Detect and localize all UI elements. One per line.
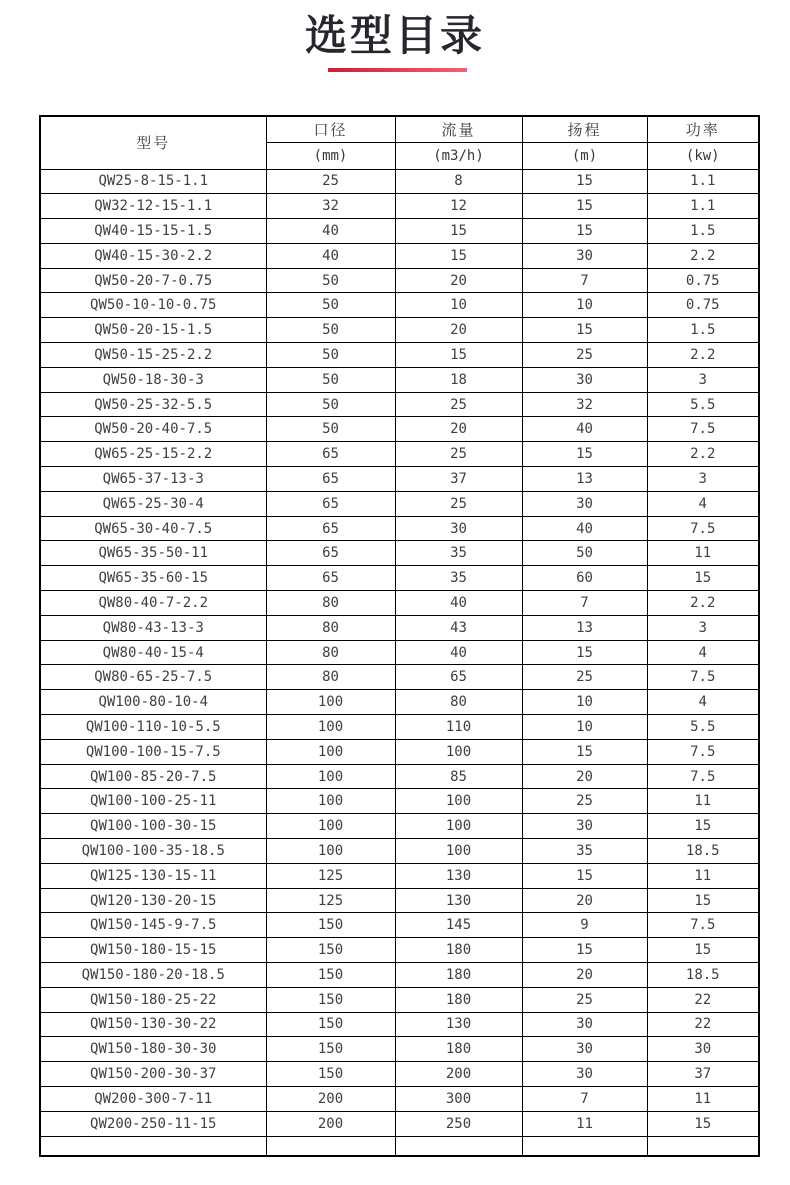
cell-diameter: 50 [266, 367, 395, 392]
cell-power: 7.5 [647, 516, 759, 541]
cell-head: 15 [522, 863, 647, 888]
cell-model: QW150-180-20-18.5 [40, 963, 266, 988]
cell-diameter: 100 [266, 764, 395, 789]
table-body [40, 169, 759, 1156]
cell-power [647, 1136, 759, 1156]
cell-flow: 80 [395, 690, 522, 715]
cell-flow: 20 [395, 268, 522, 293]
cell-power: 1.5 [647, 318, 759, 343]
cell-diameter: 65 [266, 442, 395, 467]
cell-model: QW32-12-15-1.1 [40, 194, 266, 219]
cell-model: QW65-25-30-4 [40, 491, 266, 516]
cell-model: QW40-15-15-1.5 [40, 219, 266, 244]
cell-diameter: 100 [266, 690, 395, 715]
table-row [40, 566, 759, 591]
cell-power: 15 [647, 814, 759, 839]
cell-head: 13 [522, 615, 647, 640]
cell-power: 5.5 [647, 715, 759, 740]
cell-head: 9 [522, 913, 647, 938]
cell-model: QW100-80-10-4 [40, 690, 266, 715]
cell-flow: 37 [395, 467, 522, 492]
cell-diameter: 125 [266, 863, 395, 888]
cell-diameter [266, 1136, 395, 1156]
cell-head: 25 [522, 987, 647, 1012]
cell-power: 7.5 [647, 417, 759, 442]
cell-power: 11 [647, 789, 759, 814]
cell-diameter: 125 [266, 888, 395, 913]
cell-flow: 145 [395, 913, 522, 938]
cell-diameter: 150 [266, 987, 395, 1012]
cell-model: QW50-25-32-5.5 [40, 392, 266, 417]
cell-flow: 12 [395, 194, 522, 219]
cell-head: 10 [522, 293, 647, 318]
cell-flow [395, 1136, 522, 1156]
cell-power: 22 [647, 1012, 759, 1037]
col-header-head: 扬程 [522, 116, 647, 143]
cell-flow: 200 [395, 1062, 522, 1087]
table-row [40, 417, 759, 442]
cell-power: 0.75 [647, 268, 759, 293]
selection-table-wrap [39, 115, 758, 1157]
table-row [40, 1111, 759, 1136]
cell-power: 11 [647, 541, 759, 566]
cell-power: 7.5 [647, 913, 759, 938]
cell-model: QW50-18-30-3 [40, 367, 266, 392]
cell-head: 15 [522, 219, 647, 244]
table-head [40, 116, 759, 169]
col-header-diameter: 口径 [266, 116, 395, 143]
cell-power: 0.75 [647, 293, 759, 318]
table-row [40, 715, 759, 740]
cell-head: 30 [522, 1012, 647, 1037]
cell-flow: 20 [395, 417, 522, 442]
cell-flow: 180 [395, 1037, 522, 1062]
cell-power: 2.2 [647, 442, 759, 467]
col-unit-flow: (m3/h) [395, 143, 522, 170]
cell-flow: 18 [395, 367, 522, 392]
cell-flow: 110 [395, 715, 522, 740]
cell-head: 20 [522, 963, 647, 988]
cell-model: QW50-20-40-7.5 [40, 417, 266, 442]
cell-power: 7.5 [647, 764, 759, 789]
cell-diameter: 32 [266, 194, 395, 219]
cell-power: 1.5 [647, 219, 759, 244]
cell-model: QW50-15-25-2.2 [40, 343, 266, 368]
cell-diameter: 50 [266, 268, 395, 293]
cell-head: 25 [522, 343, 647, 368]
cell-model [40, 1136, 266, 1156]
table-row [40, 665, 759, 690]
cell-head: 30 [522, 367, 647, 392]
cell-diameter: 150 [266, 963, 395, 988]
cell-flow: 15 [395, 243, 522, 268]
cell-model: QW120-130-20-15 [40, 888, 266, 913]
table-row [40, 442, 759, 467]
cell-flow: 10 [395, 293, 522, 318]
col-unit-power: (kw) [647, 143, 759, 170]
cell-model: QW80-40-15-4 [40, 640, 266, 665]
cell-head: 20 [522, 888, 647, 913]
cell-flow: 8 [395, 169, 522, 194]
table-row [40, 194, 759, 219]
cell-flow: 100 [395, 739, 522, 764]
table-row [40, 1086, 759, 1111]
cell-model: QW200-250-11-15 [40, 1111, 266, 1136]
cell-flow: 180 [395, 987, 522, 1012]
cell-head: 25 [522, 665, 647, 690]
cell-model: QW100-110-10-5.5 [40, 715, 266, 740]
cell-diameter: 200 [266, 1086, 395, 1111]
cell-flow: 100 [395, 814, 522, 839]
cell-head: 15 [522, 938, 647, 963]
cell-model: QW65-35-50-11 [40, 541, 266, 566]
cell-flow: 40 [395, 640, 522, 665]
col-header-model: 型号 [40, 116, 266, 169]
cell-head: 7 [522, 1086, 647, 1111]
table-row [40, 938, 759, 963]
cell-model: QW100-100-15-7.5 [40, 739, 266, 764]
cell-diameter: 50 [266, 293, 395, 318]
cell-head [522, 1136, 647, 1156]
cell-head: 15 [522, 169, 647, 194]
cell-diameter: 40 [266, 219, 395, 244]
cell-power: 37 [647, 1062, 759, 1087]
cell-diameter: 80 [266, 615, 395, 640]
cell-power: 18.5 [647, 839, 759, 864]
cell-diameter: 150 [266, 1062, 395, 1087]
cell-model: QW200-300-7-11 [40, 1086, 266, 1111]
cell-flow: 100 [395, 839, 522, 864]
selection-table [39, 115, 760, 1157]
cell-head: 10 [522, 715, 647, 740]
cell-diameter: 100 [266, 789, 395, 814]
cell-head: 15 [522, 442, 647, 467]
col-header-flow: 流量 [395, 116, 522, 143]
cell-head: 60 [522, 566, 647, 591]
cell-head: 30 [522, 491, 647, 516]
cell-model: QW65-37-13-3 [40, 467, 266, 492]
cell-head: 40 [522, 516, 647, 541]
table-row [40, 541, 759, 566]
cell-model: QW125-130-15-11 [40, 863, 266, 888]
table-row [40, 392, 759, 417]
cell-head: 30 [522, 1062, 647, 1087]
cell-model: QW100-100-30-15 [40, 814, 266, 839]
cell-diameter: 80 [266, 640, 395, 665]
table-row [40, 367, 759, 392]
cell-power: 2.2 [647, 591, 759, 616]
table-row [40, 839, 759, 864]
cell-diameter: 100 [266, 839, 395, 864]
cell-diameter: 150 [266, 938, 395, 963]
cell-head: 35 [522, 839, 647, 864]
cell-diameter: 50 [266, 318, 395, 343]
cell-power: 7.5 [647, 739, 759, 764]
cell-power: 3 [647, 467, 759, 492]
cell-power: 2.2 [647, 243, 759, 268]
cell-flow: 25 [395, 491, 522, 516]
cell-model: QW100-85-20-7.5 [40, 764, 266, 789]
cell-flow: 25 [395, 392, 522, 417]
table-row [40, 318, 759, 343]
cell-flow: 43 [395, 615, 522, 640]
col-unit-diameter: (mm) [266, 143, 395, 170]
cell-head: 30 [522, 243, 647, 268]
cell-diameter: 40 [266, 243, 395, 268]
cell-flow: 35 [395, 541, 522, 566]
cell-head: 20 [522, 764, 647, 789]
cell-flow: 40 [395, 591, 522, 616]
table-row [40, 764, 759, 789]
table-row [40, 1012, 759, 1037]
cell-model: QW50-20-15-1.5 [40, 318, 266, 343]
cell-head: 15 [522, 739, 647, 764]
table-row [40, 591, 759, 616]
cell-flow: 130 [395, 863, 522, 888]
cell-model: QW80-65-25-7.5 [40, 665, 266, 690]
cell-power: 30 [647, 1037, 759, 1062]
table-row [40, 739, 759, 764]
table-row [40, 243, 759, 268]
table-row [40, 640, 759, 665]
cell-head: 30 [522, 814, 647, 839]
cell-power: 11 [647, 1086, 759, 1111]
cell-model: QW150-145-9-7.5 [40, 913, 266, 938]
cell-flow: 20 [395, 318, 522, 343]
cell-power: 15 [647, 566, 759, 591]
col-unit-head: (m) [522, 143, 647, 170]
cell-flow: 250 [395, 1111, 522, 1136]
cell-power: 18.5 [647, 963, 759, 988]
cell-power: 22 [647, 987, 759, 1012]
cell-power: 1.1 [647, 169, 759, 194]
table-row [40, 863, 759, 888]
cell-power: 4 [647, 690, 759, 715]
cell-model: QW80-43-13-3 [40, 615, 266, 640]
cell-model: QW150-180-30-30 [40, 1037, 266, 1062]
table-row [40, 219, 759, 244]
table-row [40, 1037, 759, 1062]
cell-head: 15 [522, 640, 647, 665]
title-divider [328, 68, 467, 72]
cell-diameter: 100 [266, 715, 395, 740]
cell-head: 30 [522, 1037, 647, 1062]
table-row [40, 814, 759, 839]
cell-model: QW25-8-15-1.1 [40, 169, 266, 194]
table-row [40, 293, 759, 318]
cell-diameter: 150 [266, 913, 395, 938]
table-row [40, 516, 759, 541]
cell-flow: 130 [395, 888, 522, 913]
cell-flow: 15 [395, 219, 522, 244]
cell-diameter: 25 [266, 169, 395, 194]
cell-model: QW50-20-7-0.75 [40, 268, 266, 293]
table-row [40, 963, 759, 988]
cell-diameter: 65 [266, 491, 395, 516]
table-row [40, 1062, 759, 1087]
cell-diameter: 65 [266, 467, 395, 492]
cell-flow: 65 [395, 665, 522, 690]
cell-model: QW100-100-35-18.5 [40, 839, 266, 864]
cell-diameter: 80 [266, 591, 395, 616]
table-row [40, 690, 759, 715]
cell-model: QW80-40-7-2.2 [40, 591, 266, 616]
cell-head: 7 [522, 268, 647, 293]
cell-flow: 15 [395, 343, 522, 368]
table-row [40, 913, 759, 938]
table-row [40, 491, 759, 516]
cell-power: 15 [647, 1111, 759, 1136]
cell-head: 25 [522, 789, 647, 814]
cell-head: 15 [522, 194, 647, 219]
cell-diameter: 200 [266, 1111, 395, 1136]
cell-diameter: 50 [266, 417, 395, 442]
cell-power: 4 [647, 640, 759, 665]
cell-power: 5.5 [647, 392, 759, 417]
table-row [40, 268, 759, 293]
cell-model: QW100-100-25-11 [40, 789, 266, 814]
col-header-power: 功率 [647, 116, 759, 143]
cell-power: 11 [647, 863, 759, 888]
cell-diameter: 80 [266, 665, 395, 690]
cell-head: 50 [522, 541, 647, 566]
table-row [40, 169, 759, 194]
table-row [40, 343, 759, 368]
cell-power: 4 [647, 491, 759, 516]
cell-model: QW65-35-60-15 [40, 566, 266, 591]
cell-head: 15 [522, 318, 647, 343]
cell-flow: 130 [395, 1012, 522, 1037]
cell-diameter: 100 [266, 814, 395, 839]
cell-flow: 300 [395, 1086, 522, 1111]
cell-model: QW150-180-25-22 [40, 987, 266, 1012]
cell-diameter: 100 [266, 739, 395, 764]
cell-power: 3 [647, 367, 759, 392]
cell-model: QW65-25-15-2.2 [40, 442, 266, 467]
cell-power: 15 [647, 888, 759, 913]
cell-power: 1.1 [647, 194, 759, 219]
cell-head: 7 [522, 591, 647, 616]
table-row-partial [40, 1136, 759, 1156]
cell-diameter: 65 [266, 541, 395, 566]
cell-power: 7.5 [647, 665, 759, 690]
cell-flow: 25 [395, 442, 522, 467]
cell-flow: 35 [395, 566, 522, 591]
cell-diameter: 150 [266, 1012, 395, 1037]
cell-head: 11 [522, 1111, 647, 1136]
cell-diameter: 50 [266, 343, 395, 368]
table-row [40, 987, 759, 1012]
cell-diameter: 65 [266, 566, 395, 591]
cell-flow: 180 [395, 963, 522, 988]
cell-flow: 100 [395, 789, 522, 814]
table-row [40, 888, 759, 913]
cell-model: QW150-180-15-15 [40, 938, 266, 963]
cell-flow: 85 [395, 764, 522, 789]
cell-diameter: 65 [266, 516, 395, 541]
table-row [40, 789, 759, 814]
cell-model: QW65-30-40-7.5 [40, 516, 266, 541]
cell-head: 10 [522, 690, 647, 715]
cell-model: QW150-130-30-22 [40, 1012, 266, 1037]
cell-flow: 180 [395, 938, 522, 963]
cell-diameter: 50 [266, 392, 395, 417]
cell-diameter: 150 [266, 1037, 395, 1062]
page-title: 选型目录 [304, 11, 485, 60]
table-row [40, 615, 759, 640]
header-row-labels [40, 116, 759, 143]
cell-head: 13 [522, 467, 647, 492]
cell-power: 15 [647, 938, 759, 963]
cell-model: QW40-15-30-2.2 [40, 243, 266, 268]
cell-power: 2.2 [647, 343, 759, 368]
cell-head: 40 [522, 417, 647, 442]
cell-model: QW50-10-10-0.75 [40, 293, 266, 318]
table-row [40, 467, 759, 492]
cell-power: 3 [647, 615, 759, 640]
cell-model: QW150-200-30-37 [40, 1062, 266, 1087]
cell-flow: 30 [395, 516, 522, 541]
cell-head: 32 [522, 392, 647, 417]
